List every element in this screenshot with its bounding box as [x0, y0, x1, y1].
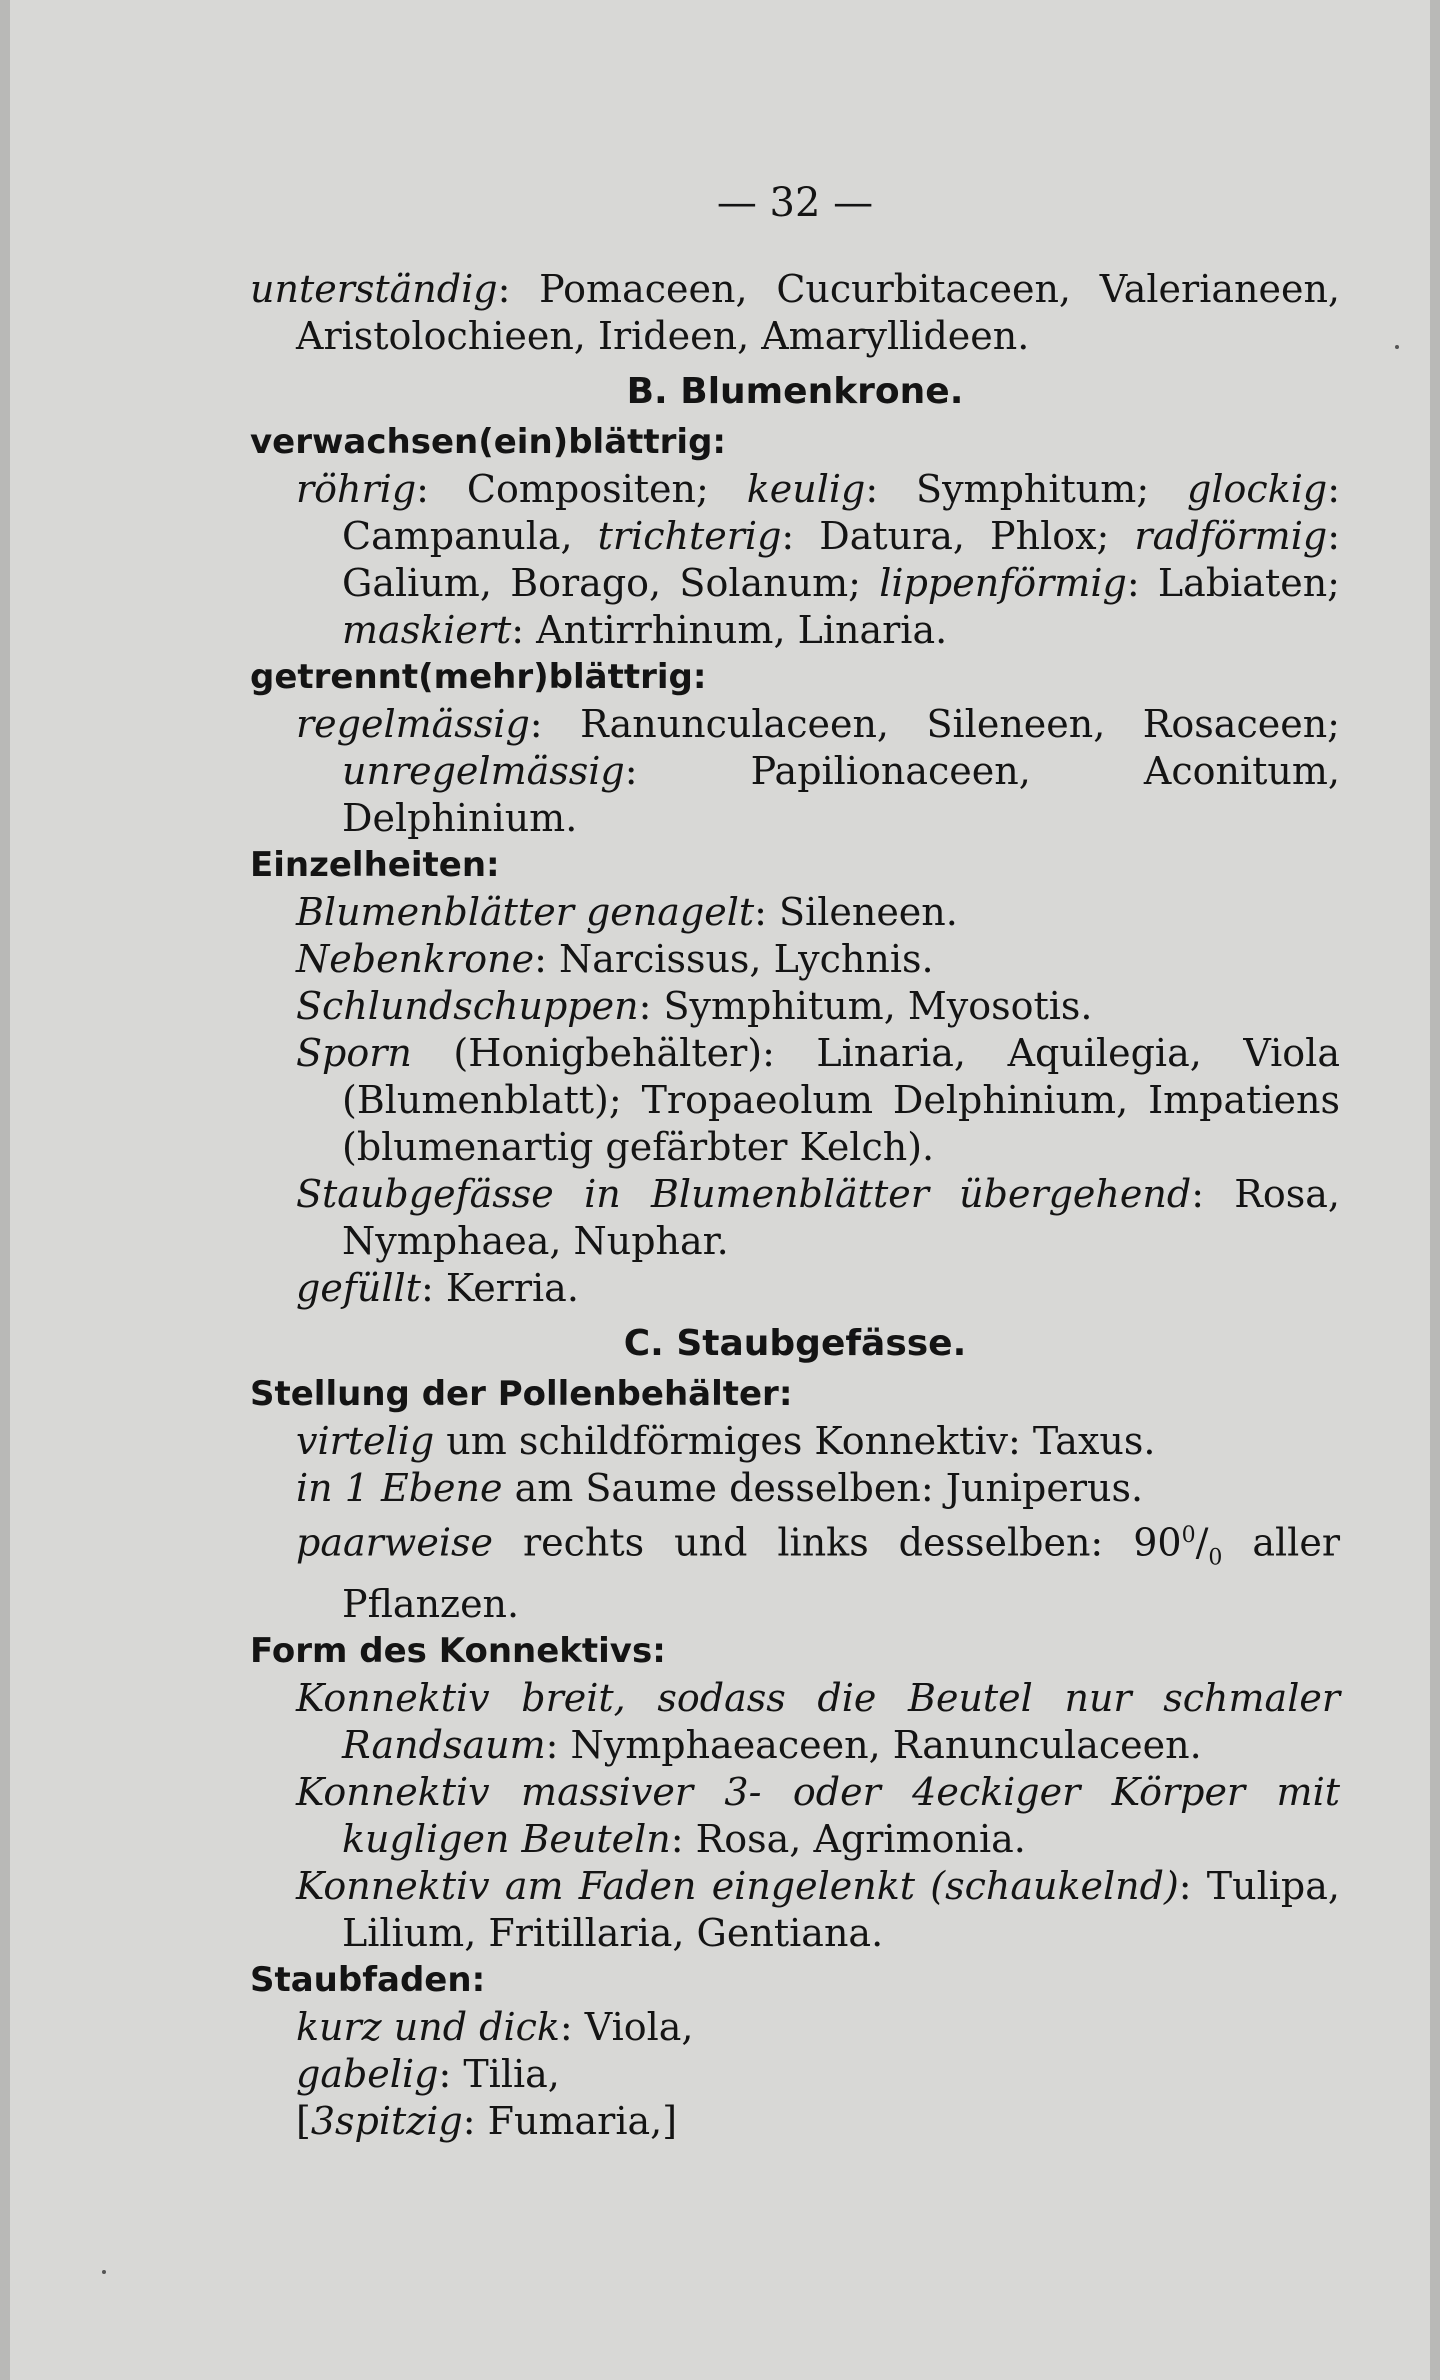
- section-heading-c: C. Staubgefässe.: [623, 1323, 967, 1364]
- entry-ebene: in 1 Ebene am Saume desselben: Juniperus.: [296, 1466, 1144, 1510]
- entry-konnektiv-massiver: Konnektiv massiver 3- oder 4eckiger Körper mit kugligen Beuteln: Rosa, Agrimonia.: [296, 1770, 1340, 1862]
- subheading-stellung: Stellung der Pollenbehälter:: [250, 1374, 793, 1414]
- term: unterständig: [250, 267, 498, 311]
- page-number: — 32 —: [716, 180, 874, 226]
- subheading-staubfaden: Staubfaden:: [250, 1960, 486, 2001]
- page-content: [250, 180, 1340, 2145]
- entry-nebenkrone: Nebenkrone: Narcissus, Lychnis.: [296, 937, 934, 981]
- entry-kurz: kurz und dick: Viola,: [296, 2005, 694, 2050]
- entry-getrennt: regelmässig: Ranunculaceen, Sileneen, Rosaceen; unregelmässig: Papilionaceen, Aconitum, Delphinium.: [296, 702, 1340, 840]
- entry-schlundschuppen: Schlundschuppen: Symphitum, Myosotis.: [296, 984, 1093, 1028]
- entry-unterstaendig: unterständig: Pomaceen, Cucurbitaceen, Valerianeen, Aristolochieen, Irideen, Amaryllideen.: [250, 267, 1340, 358]
- speck: [1395, 345, 1399, 349]
- entry-3spitzig: [3spitzig: Fumaria,]: [296, 2099, 678, 2144]
- entry-sporn: Sporn (Honigbehälter): Linaria, Aquilegia, Viola (Blumenblatt); Tropaeolum Delphinium, Impatiens (blumenartig gefärbter Kelch).: [296, 1031, 1340, 1169]
- page-right-edge: [1430, 0, 1440, 2380]
- entry-konnektiv-faden: Konnektiv am Faden eingelenkt (schaukelnd): Tulipa, Lilium, Fritillaria, Gentiana.: [296, 1864, 1340, 1956]
- section-heading-b: B. Blumenkrone.: [626, 371, 964, 412]
- speck: [102, 2270, 106, 2274]
- page-left-edge: [0, 0, 10, 2380]
- entry-verwachsen: röhrig: Compositen; keulig: Symphitum; glockig: Campanula, trichterig: Datura, Phlox; radförmig: Galium, Borago, Solanum; lippenförmig: Labiaten; maskiert: Antirrhinum, Linaria.: [296, 467, 1341, 652]
- subheading-getrennt: getrennt(mehr)blättrig:: [250, 657, 707, 697]
- subheading-form: Form des Konnektivs:: [250, 1631, 666, 1672]
- entry-konnektiv-breit: Konnektiv breit, sodass die Beutel nur schmaler Randsaum: Nymphaeaceen, Ranunculaceen.: [296, 1676, 1340, 1768]
- subheading-verwachsen: verwachsen(ein)blättrig:: [250, 422, 726, 462]
- entry-paarweise: paarweise rechts und links desselben: $90^0/_0$ aller Pflanzen.: [296, 1520, 1340, 1627]
- entry-gabelig: gabelig: Tilia,: [296, 2052, 560, 2097]
- entry-virtelig: virtelig um schildförmiges Konnektiv: Taxus.: [296, 1419, 1156, 1463]
- subheading-einzelheiten: Einzelheiten:: [250, 845, 500, 885]
- entry-gefuellt: gefüllt: Kerria.: [296, 1266, 579, 1310]
- entry-blumenblaetter: Blumenblätter genagelt: Sileneen.: [296, 890, 958, 934]
- entry-staubgefaesse: Staubgefässe in Blumenblätter übergehend: Rosa, Nymphaea, Nuphar.: [296, 1172, 1341, 1263]
